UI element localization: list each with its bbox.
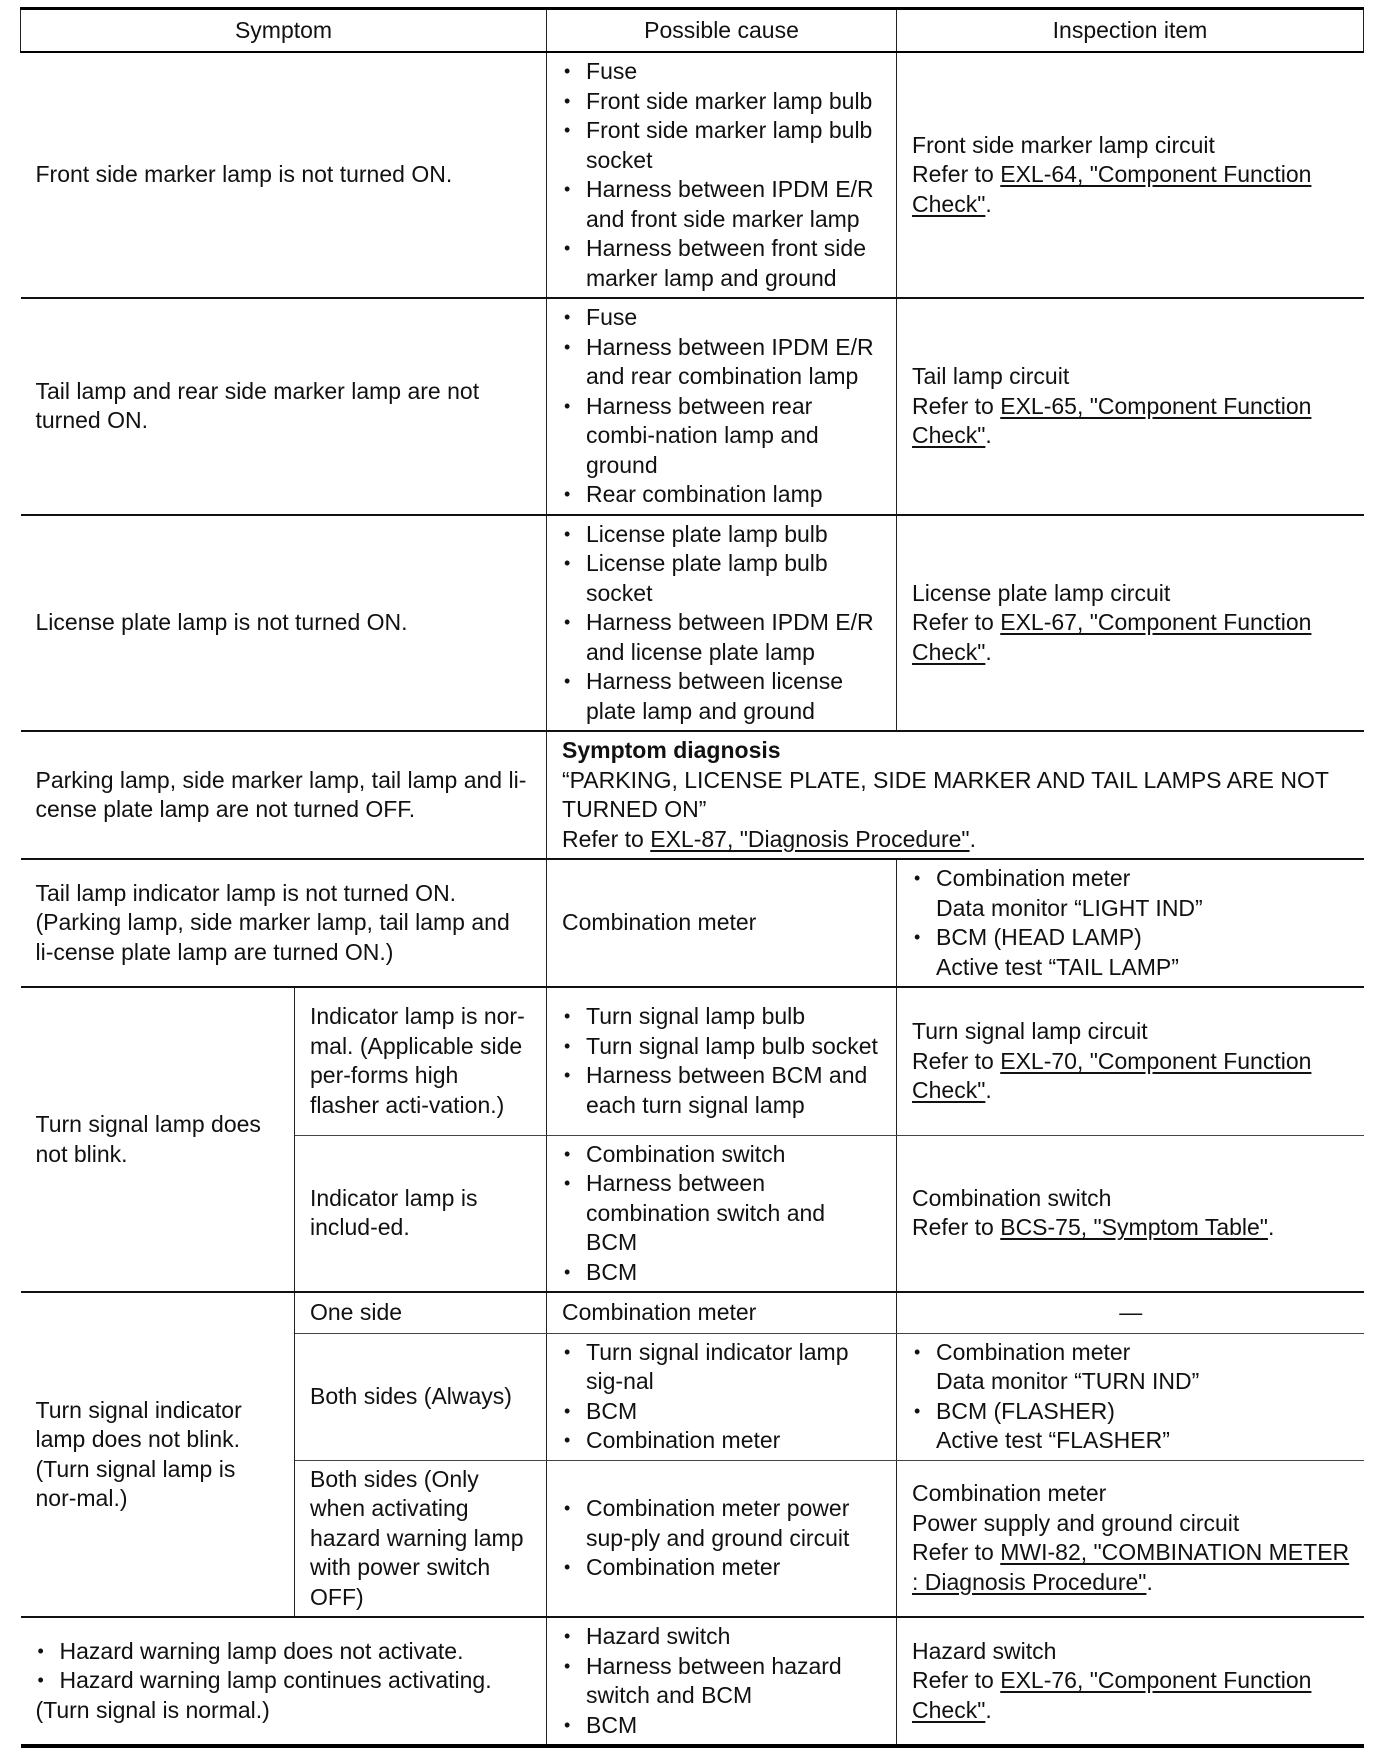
cause-cell <box>547 52 897 298</box>
refer-suffix: . <box>985 190 992 217</box>
cause-item: • Combination switch <box>562 1140 882 1170</box>
cause-item: • Harness between combination switch and BCM <box>562 1169 882 1258</box>
cause-item: • Harness between rear combi-nation lamp and ground <box>562 392 882 481</box>
refer-prefix: Refer to <box>912 161 1001 188</box>
inspection-cell <box>897 1135 1364 1292</box>
cause-item: • Harness between BCM and each turn signal lamp <box>562 1061 882 1120</box>
refer-suffix: . <box>985 638 992 665</box>
reference-link[interactable]: EXL-64, "Component Function Check" <box>912 161 1312 217</box>
inspection-title: Front side marker lamp circuit <box>912 131 1215 158</box>
cause-item: • Fuse <box>562 57 882 87</box>
inspection-cell <box>897 1460 1364 1617</box>
cause-cell: Combination meter <box>547 859 897 987</box>
inspection-cell <box>897 1333 1364 1460</box>
cause-item: • License plate lamp bulb socket <box>562 549 882 608</box>
refer-prefix: Refer to <box>912 609 1001 635</box>
inspection-cell <box>897 859 1364 987</box>
symptom-cell: Turn signal lamp does not blink. <box>21 987 295 1292</box>
table-row <box>21 52 1364 298</box>
symptom-cell: Tail lamp indicator lamp is not turned ON. (Parking lamp, side marker lamp, tail lamp and li-cense plate lamp are turned ON.) <box>21 859 547 987</box>
inspection-subtitle: Power supply and ground circuit <box>912 1509 1240 1536</box>
inspection-item <box>912 923 1350 982</box>
refer-prefix: Refer to <box>562 825 651 852</box>
reference-link[interactable]: EXL-70, "Component Function Check" <box>912 1047 1312 1103</box>
table-header-row <box>21 9 1364 53</box>
table-row <box>21 859 1364 987</box>
symptom-cell: Front side marker lamp is not turned ON. <box>21 52 547 298</box>
symptom-cell <box>21 1617 547 1746</box>
inspection-title: License plate lamp circuit <box>912 579 1171 606</box>
inspection-cell <box>897 298 1364 515</box>
cause-item: • Combination meter <box>562 1426 882 1456</box>
cause-item: • Front side marker lamp bulb <box>562 87 882 117</box>
reference-link[interactable]: EXL-87, "Diagnosis Procedure" <box>650 825 970 852</box>
cause-item: • Turn signal lamp bulb socket <box>562 1032 882 1062</box>
inspection-item <box>912 1338 1350 1397</box>
table-row <box>21 515 1364 732</box>
symptom-cell: Turn signal indicator lamp does not blink. (Turn signal lamp is nor-mal.) <box>21 1292 295 1617</box>
cause-item: • Harness between IPDM E/R and front side marker lamp <box>562 175 882 234</box>
symptom-cell: License plate lamp is not turned ON. <box>21 515 547 732</box>
table-row <box>21 1617 1364 1746</box>
condition-cell: One side <box>295 1292 547 1333</box>
condition-cell: Both sides (Always) <box>295 1333 547 1460</box>
refer-prefix: Refer to <box>912 1667 1001 1694</box>
inspection-cell <box>897 987 1364 1135</box>
cause-cell <box>547 1460 897 1617</box>
inspection-title: Tail lamp circuit <box>912 363 1070 389</box>
cause-item: • Hazard switch <box>562 1622 882 1652</box>
cause-item: • Fuse <box>562 303 882 333</box>
reference-link[interactable]: EXL-65, "Component Function Check" <box>912 392 1312 448</box>
refer-prefix: Refer to <box>912 392 1001 419</box>
symptom-item: • Hazard warning lamp continues activating. <box>36 1666 533 1696</box>
refer-prefix: Refer to <box>912 1539 1001 1566</box>
inspection-title: Turn signal lamp circuit <box>912 1018 1148 1044</box>
cause-cell <box>547 298 897 515</box>
cause-item: • License plate lamp bulb <box>562 520 882 550</box>
cause-item: • Harness between license plate lamp and ground <box>562 667 882 726</box>
cause-item: • Turn signal lamp bulb <box>562 1002 882 1032</box>
inspection-item <box>912 1397 1350 1456</box>
condition-cell: Both sides (Only when activating hazard warning lamp with power switch OFF) <box>295 1460 547 1617</box>
table-row <box>21 1292 1364 1333</box>
condition-cell: Indicator lamp is nor-mal. (Applicable side per-forms high flasher acti-vation.) <box>295 987 547 1135</box>
inspection-item-name: • BCM (HEAD LAMP) <box>936 924 1142 950</box>
refer-prefix: Refer to <box>912 1047 1001 1074</box>
header-symptom: Symptom <box>21 9 547 53</box>
inspection-cell <box>897 52 1364 298</box>
symptom-diagnosis-title: Symptom diagnosis <box>562 737 781 763</box>
cause-item: • Harness between hazard switch and BCM <box>562 1652 882 1711</box>
table-row <box>21 731 1364 859</box>
inspection-item-detail: Active test “FLASHER” <box>936 1427 1170 1453</box>
refer-suffix: . <box>985 422 992 448</box>
cause-item: • Harness between IPDM E/R and license plate lamp <box>562 608 882 667</box>
reference-link[interactable]: EXL-67, "Component Function Check" <box>912 609 1312 665</box>
reference-link[interactable]: MWI-82, "COMBINATION METER : Diagnosis Procedure" <box>912 1539 1350 1595</box>
refer-suffix: . <box>1267 1214 1275 1241</box>
inspection-cell: — <box>897 1292 1364 1333</box>
cause-item: • Harness between front side marker lamp and ground <box>562 234 882 293</box>
cause-item: • BCM <box>562 1258 882 1288</box>
symptom-note: (Turn signal is normal.) <box>35 1696 270 1723</box>
inspection-cell <box>897 1617 1364 1746</box>
cause-item: • Harness between IPDM E/R and rear combination lamp <box>562 333 882 392</box>
refer-suffix: . <box>985 1696 992 1723</box>
header-possible-cause: Possible cause <box>547 9 897 53</box>
symptom-diagnosis-text: “PARKING, LICENSE PLATE, SIDE MARKER AND TAIL LAMPS ARE NOT TURNED ON” <box>562 766 1329 822</box>
cause-item: • Turn signal indicator lamp sig-nal <box>562 1338 882 1397</box>
inspection-item-name: • Combination meter <box>936 1338 1131 1365</box>
cause-cell <box>547 515 897 732</box>
symptom-item: • Hazard warning lamp does not activate. <box>36 1637 533 1667</box>
header-inspection-item: Inspection item <box>897 9 1364 53</box>
cause-item: • Front side marker lamp bulb socket <box>562 116 882 175</box>
inspection-title: Hazard switch <box>912 1637 1057 1664</box>
symptom-cell: Tail lamp and rear side marker lamp are not turned ON. <box>21 298 547 515</box>
inspection-title: Combination meter <box>912 1480 1107 1507</box>
inspection-cell <box>897 515 1364 732</box>
inspection-item-name: • Combination meter <box>936 865 1131 891</box>
cause-item: • Rear combination lamp <box>562 480 882 510</box>
cause-cell <box>547 1617 897 1746</box>
refer-suffix: . <box>969 825 976 852</box>
cause-cell <box>547 1135 897 1292</box>
refer-suffix: . <box>1146 1568 1153 1595</box>
inspection-item-name: • BCM (FLASHER) <box>936 1397 1115 1424</box>
table-row <box>21 298 1364 515</box>
symptom-table <box>20 7 1364 1748</box>
cause-cell <box>547 987 897 1135</box>
inspection-item-detail: Data monitor “TURN IND” <box>936 1368 1200 1394</box>
symptom-diagnosis-cell <box>547 731 1364 859</box>
cause-item: • BCM <box>562 1397 882 1427</box>
inspection-title: Combination switch <box>912 1184 1112 1211</box>
cause-item: • Combination meter power sup-ply and ground circuit <box>562 1494 882 1553</box>
refer-suffix: . <box>985 1077 992 1103</box>
condition-cell: Indicator lamp is includ-ed. <box>295 1135 547 1292</box>
cause-cell: Combination meter <box>547 1292 897 1333</box>
inspection-item <box>912 864 1350 923</box>
inspection-item-detail: Data monitor “LIGHT IND” <box>936 894 1203 921</box>
cause-cell <box>547 1333 897 1460</box>
inspection-item-detail: Active test “TAIL LAMP” <box>936 953 1179 980</box>
refer-prefix: Refer to <box>912 1214 1001 1241</box>
reference-link[interactable]: EXL-76, "Component Function Check" <box>912 1667 1312 1723</box>
table-row <box>21 987 1364 1135</box>
symptom-cell: Parking lamp, side marker lamp, tail lamp and li-cense plate lamp are not turned OFF. <box>21 731 547 859</box>
cause-item: • Combination meter <box>562 1553 882 1583</box>
reference-link[interactable]: BCS-75, "Symptom Table" <box>1000 1214 1268 1241</box>
cause-item: • BCM <box>562 1711 882 1741</box>
